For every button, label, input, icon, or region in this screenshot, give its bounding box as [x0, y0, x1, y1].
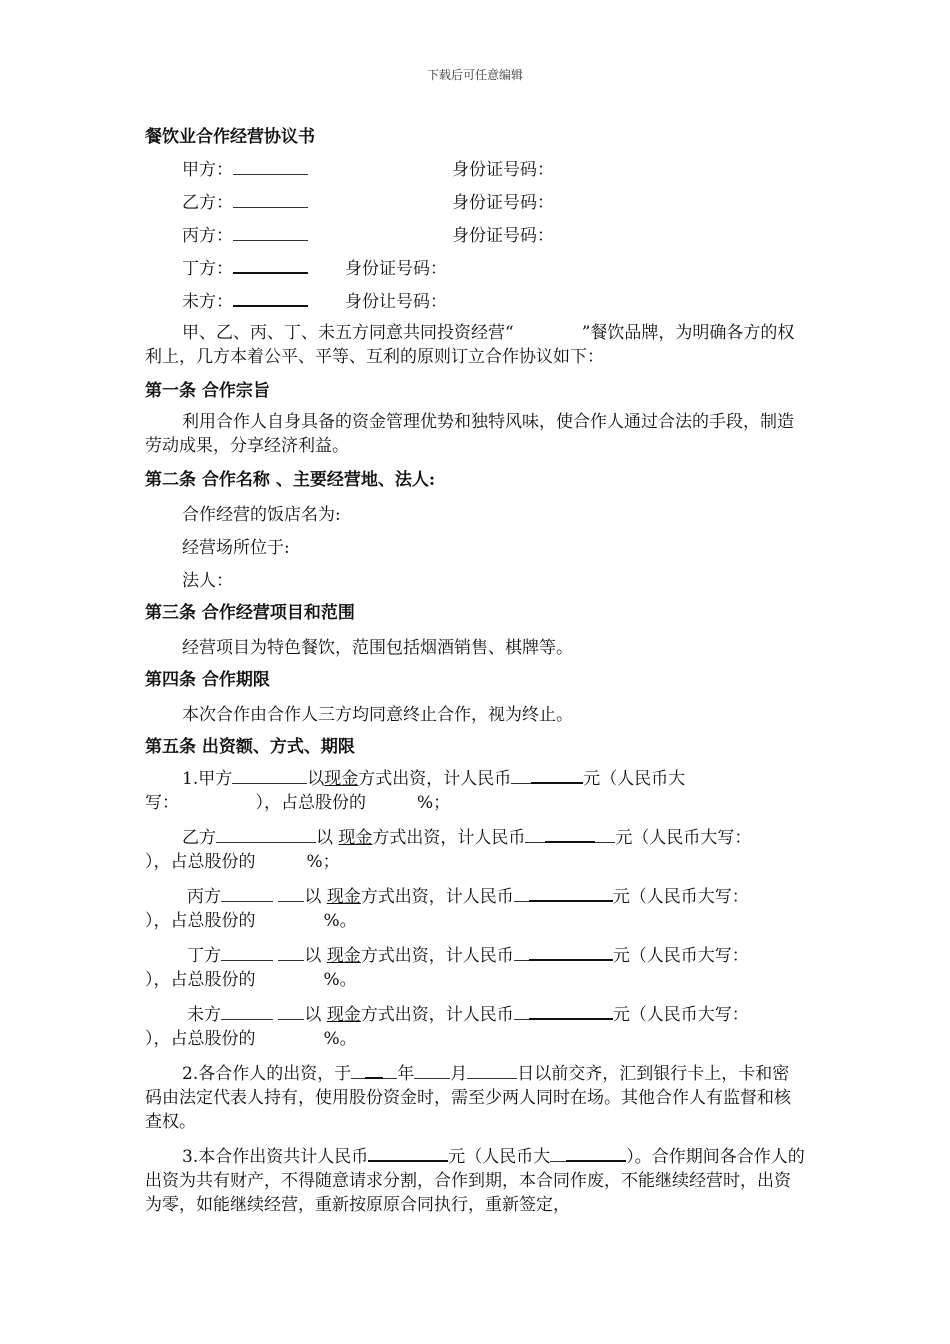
- party-row-jia: [145, 156, 805, 189]
- name-blank: [233, 289, 308, 307]
- party-label: 丁方：: [182, 255, 308, 283]
- investment-paragraph: 乙方 以 现金方式出资，计人民币 元（人民币大写： ），占总股份的 %；: [145, 825, 805, 874]
- total-capital-paragraph: 3.本合作出资共计人民币 元（人民币大 ）。合作期间各合作人的出资为共有财产，不得随意请求分割，合作到期，本合同作废，不能继续经营时，出资为零，如能继续经营，重新按原原合同执行，重新签定，: [145, 1144, 805, 1217]
- section-text: 利用合作人自身具备的资金管理优势和独特风味，使合作人通过合法的手段，制造劳动成果，分享经济利益。: [145, 412, 794, 456]
- section-text: 经营项目为特色餐饮，范围包括烟酒销售、棋牌等。: [182, 638, 573, 658]
- section-heading: 第二条 合作名称 、主要经营地、法人:: [145, 470, 436, 490]
- section-heading: 第四条 合作期限: [145, 670, 270, 690]
- party-row-yi: [145, 189, 805, 222]
- name-blank: [233, 256, 308, 274]
- investment-paragraph: 1.甲方 以现金方式出资，计人民币 元（人民币大写： ），占总股份的 %；: [145, 766, 805, 815]
- restaurant-name-line: 合作经营的饭店名为:: [182, 505, 341, 525]
- name-blank: [233, 191, 308, 208]
- section-heading: 第三条 合作经营项目和范围: [145, 603, 355, 623]
- party-label: 丙方：: [182, 222, 308, 250]
- id-label: 身份证号码：: [452, 226, 554, 246]
- legal-person-line: 法人：: [182, 571, 233, 591]
- id-label: 身份让号码：: [345, 292, 447, 312]
- party-row-bing: [145, 222, 805, 255]
- party-row-wei: [145, 288, 805, 321]
- section-text: 本次合作由合作人三方均同意终止合作，视为终止。: [182, 705, 573, 725]
- party-label: 未方：: [182, 288, 308, 316]
- investment-paragraph: 丁方 以 现金方式出资，计人民币 元（人民币大写： ），占总股份的 %。: [145, 943, 805, 992]
- investment-paragraph: 丙方 以 现金方式出资，计人民币 元（人民币大写： ），占总股份的 %。: [145, 884, 805, 933]
- method-text: 现金: [326, 1005, 361, 1025]
- id-label: 身份证号码：: [452, 193, 554, 213]
- location-line: 经营场所位于:: [182, 538, 290, 558]
- party-row-ding: [145, 255, 805, 288]
- document-title: 餐饮业合作经营协议书: [145, 127, 315, 147]
- document-body: [145, 124, 805, 1227]
- party-label: 乙方：: [182, 189, 308, 217]
- party-label: 甲方：: [182, 156, 308, 184]
- method-text: 现金: [324, 769, 359, 789]
- section-heading: 第一条 合作宗旨: [145, 381, 270, 401]
- method-text: 现金: [338, 828, 373, 848]
- id-label: 身份证号码：: [452, 160, 554, 180]
- name-blank: [233, 158, 308, 175]
- payment-deadline-paragraph: 2.各合作人的出资，于 年 月 日以前交齐，汇到银行卡上，卡和密码由法定代表人持有，使用股份资金时，需至少两人同时在场。其他合作人有监督和核查权。: [145, 1061, 805, 1134]
- page-header: 下载后可任意编辑: [426, 68, 523, 82]
- name-blank: [233, 224, 308, 241]
- section-heading: 第五条 出资额、方式、期限: [145, 737, 355, 757]
- method-text: 现金: [326, 887, 361, 907]
- intro-paragraph: 甲、乙、丙、丁、未五方同意共同投资经营“ ”餐饮品牌，为明确各方的权利上，几方本着公平、平等、互利的原则订立合作协议如下：: [145, 323, 795, 367]
- method-text: 现金: [326, 946, 361, 966]
- id-label: 身份证号码：: [345, 259, 447, 279]
- investment-paragraph: 未方 以 现金方式出资，计人民币 元（人民币大写： ），占总股份的 %。: [145, 1002, 805, 1051]
